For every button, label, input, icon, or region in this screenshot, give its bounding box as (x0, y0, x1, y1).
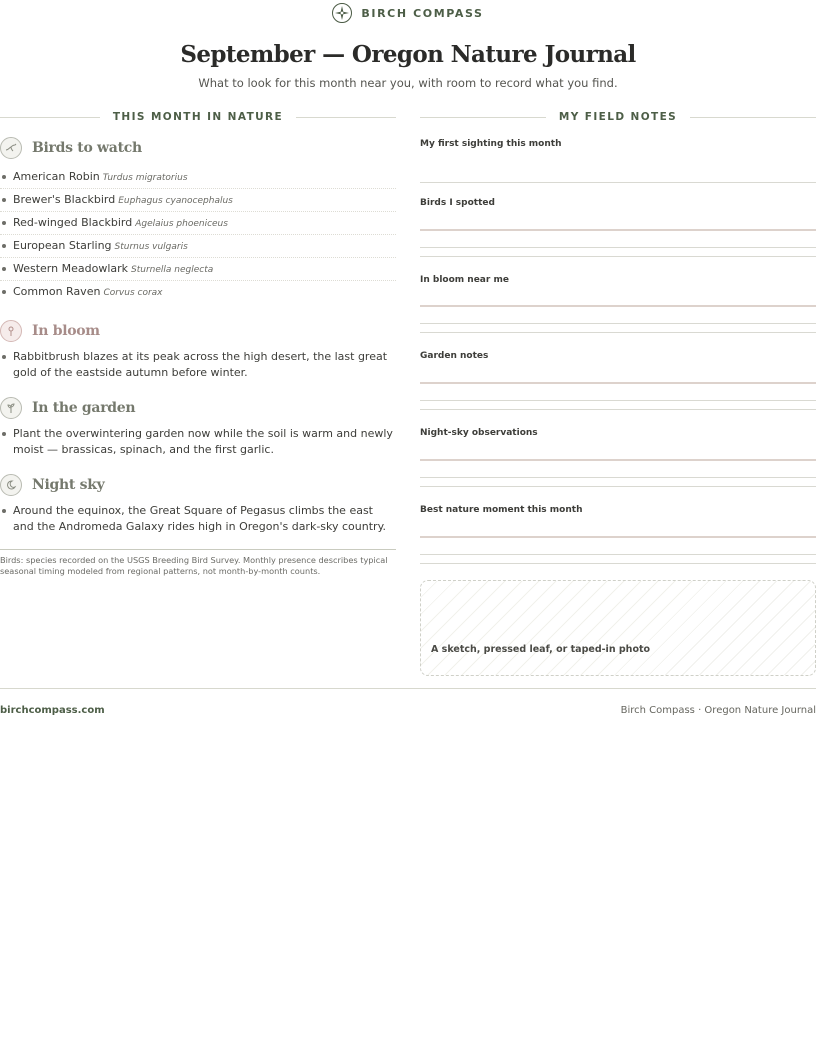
heading-rule (690, 117, 816, 118)
write-line[interactable] (420, 554, 816, 555)
photo-box[interactable] (420, 580, 816, 676)
list-item: Western Meadowlark Sturnella neglecta (0, 258, 396, 281)
garden-title: In the garden (32, 400, 136, 416)
flower-icon (0, 320, 22, 342)
heading-rule (296, 117, 396, 118)
list-item: Plant the overwintering garden now while the soil is warm and newly moist — brassicas, spinach, and the first garlic. (0, 426, 396, 458)
write-line[interactable] (420, 400, 816, 401)
notes-heading (420, 108, 816, 126)
list-item: Around the equinox, the Great Square of Pegasus climbs the east and the Andromeda Galaxy rides high in Oregon's dark-sky country. (0, 503, 396, 535)
sprout-icon (0, 397, 22, 419)
write-line[interactable] (420, 486, 816, 487)
note-field-label: In bloom near me (420, 275, 509, 285)
notes-heading-label: MY FIELD NOTES (558, 111, 678, 123)
brand (0, 2, 816, 24)
list-item: Red-winged Blackbird Agelaius phoeniceus (0, 212, 396, 235)
write-line[interactable] (420, 323, 816, 324)
footer-credit: Birch Compass · Oregon Nature Journal (620, 705, 816, 716)
nature-heading-label: THIS MONTH IN NATURE (112, 111, 284, 123)
heading-rule (420, 117, 546, 118)
footer-divider (0, 688, 816, 689)
list-item: Common Raven Corvus corax (0, 281, 396, 303)
write-line[interactable] (420, 536, 816, 538)
list-item: Rabbitbrush blazes at its peak across the high desert, the last great gold of the eastside autumn before winter. (0, 349, 396, 381)
sky-title: Night sky (32, 477, 105, 493)
source-note: Birds: species recorded on the USGS Breeding Bird Survey. Monthly presence describes typical seasonal timing modeled from regional patterns, not month-by-month counts. (0, 549, 396, 577)
write-line[interactable] (420, 247, 816, 248)
brand-name: BIRCH COMPASS (361, 6, 484, 20)
bird-list (0, 166, 396, 303)
bloom-title: In bloom (32, 323, 100, 339)
note-field[interactable] (420, 505, 816, 564)
write-line[interactable] (420, 477, 816, 478)
note-field[interactable] (420, 198, 816, 257)
page-subtitle: What to look for this month near you, with room to record what you find. (198, 76, 618, 90)
sky-section (0, 473, 396, 535)
write-line[interactable] (420, 182, 816, 183)
note-field-label: My first sighting this month (420, 139, 562, 149)
list-item: American Robin Turdus migratorius (0, 166, 396, 189)
notes-column (420, 108, 816, 655)
compass-icon (332, 3, 352, 23)
write-line[interactable] (420, 382, 816, 384)
write-line[interactable] (420, 305, 816, 307)
write-line[interactable] (420, 563, 816, 564)
garden-section (0, 396, 396, 458)
birds-section (0, 136, 396, 303)
note-field-label: Birds I spotted (420, 198, 495, 208)
write-line[interactable] (420, 459, 816, 461)
note-field[interactable] (420, 139, 816, 183)
write-line[interactable] (420, 256, 816, 257)
footer-url[interactable]: birchcompass.com (0, 705, 105, 716)
write-line[interactable] (420, 332, 816, 333)
list-item: European Starling Sturnus vulgaris (0, 235, 396, 258)
note-field[interactable] (420, 428, 816, 487)
note-field-label: Night-sky observations (420, 428, 538, 438)
nature-heading (0, 108, 396, 126)
note-field-label: Best nature moment this month (420, 505, 583, 515)
write-line[interactable] (420, 409, 816, 410)
list-item: Brewer's Blackbird Euphagus cyanocephalus (0, 189, 396, 212)
page-title: September — Oregon Nature Journal (180, 41, 636, 68)
photo-box-label: A sketch, pressed leaf, or taped-in photo (431, 644, 651, 655)
heading-rule (0, 117, 100, 118)
moon-stars-icon (0, 474, 22, 496)
write-line[interactable] (420, 229, 816, 231)
note-field-label: Garden notes (420, 351, 489, 361)
bird-icon (0, 137, 22, 159)
note-field[interactable] (420, 275, 816, 333)
bloom-section (0, 319, 396, 381)
note-field[interactable] (420, 351, 816, 410)
birds-title: Birds to watch (32, 140, 142, 156)
nature-column (0, 108, 396, 577)
